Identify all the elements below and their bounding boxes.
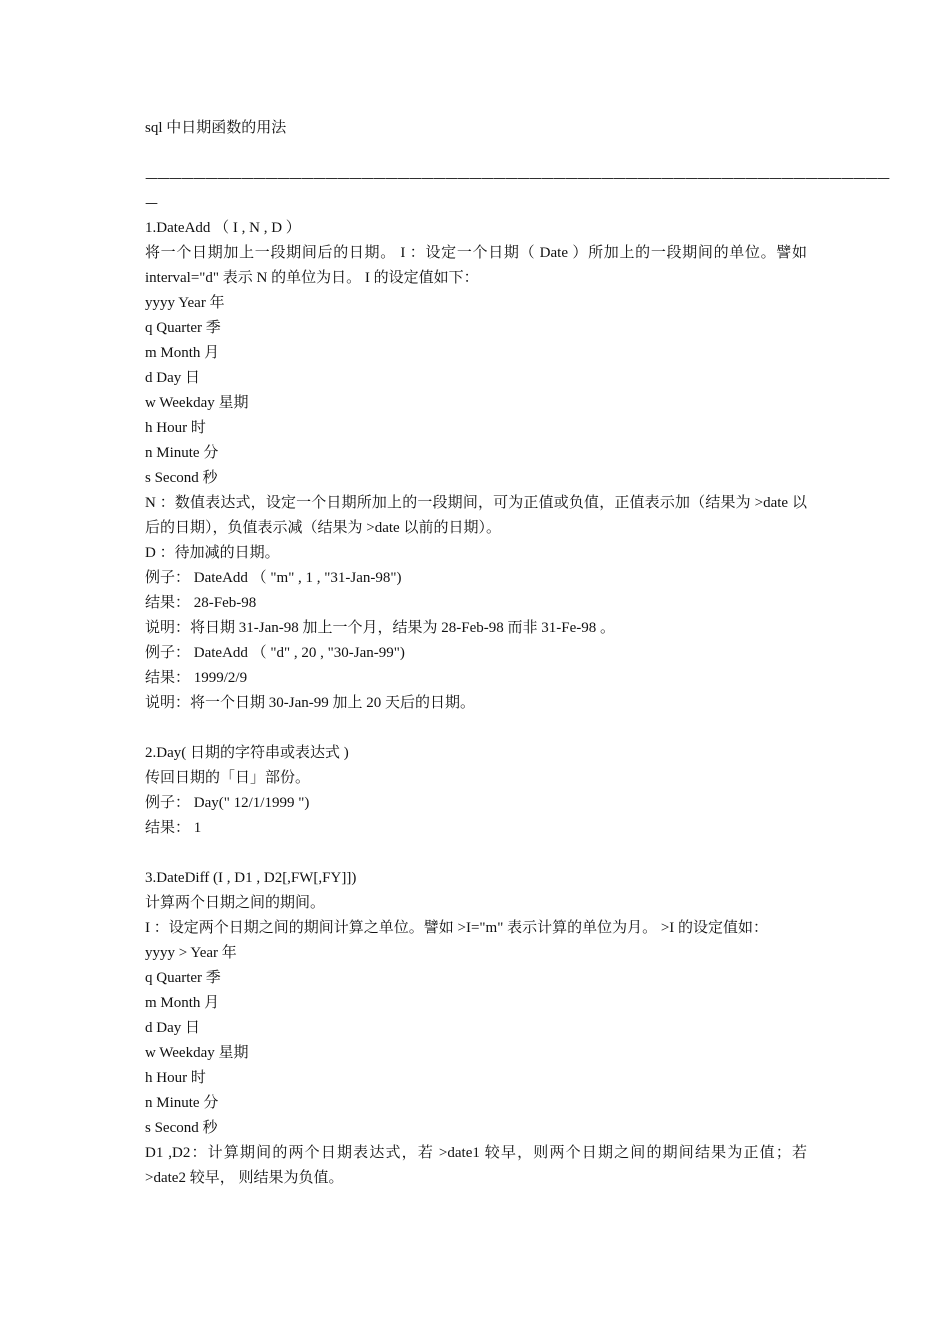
list-item: yyyy > Year 年	[145, 945, 237, 961]
dateadd-example-1: 例子： DateAdd （ "m" , 1 , "31-Jan-98")	[145, 570, 402, 586]
dateadd-unit-list	[145, 291, 807, 491]
section-heading-day: 2.Day( 日期的字符串或表达式 )	[145, 745, 349, 761]
list-item: w Weekday 星期	[145, 1045, 249, 1061]
section-heading-dateadd: 1.DateAdd （ I , N , D ）	[145, 220, 301, 236]
day-result: 结果： 1	[145, 820, 202, 836]
list-item: h Hour 时	[145, 420, 206, 436]
list-item: n Minute 分	[145, 445, 219, 461]
list-item: m Month 月	[145, 995, 220, 1011]
list-item: s Second 秒	[145, 1120, 218, 1136]
list-item: w Weekday 星期	[145, 395, 249, 411]
day-example: 例子： Day(" 12/1/1999 ")	[145, 795, 310, 811]
document-title: sql 中日期函数的用法	[145, 120, 287, 136]
document-page	[145, 116, 889, 1191]
dateadd-note-1: 说明：将日期 31-Jan-98 加上一个月，结果为 28-Feb-98 而非 31-Fe-98 。	[145, 620, 615, 636]
datediff-i-description: I ：设定两个日期之间的期间计算之单位。譬如 >I="m" 表示计算的单位为月。 >I 的设定值如：	[145, 920, 769, 936]
day-description: 传回日期的「日」部份。	[145, 770, 311, 786]
list-item: m Month 月	[145, 345, 220, 361]
horizontal-rule: ——————————————————————————————————————————————————————————————	[145, 171, 889, 186]
section-spacer	[145, 841, 807, 866]
dateadd-example-2: 例子： DateAdd （ "d" , 20 , "30-Jan-99")	[145, 645, 405, 661]
dateadd-n-description: N ：数值表达式，设定一个日期所加上的一段期间，可为正值或负值，正值表示加（结果为 >date 以后的日期），负值表示减（结果为 >date 以前的日期）。	[145, 495, 807, 536]
datediff-unit-list	[145, 941, 807, 1141]
list-item: q Quarter 季	[145, 970, 221, 986]
list-item: q Quarter 季	[145, 320, 221, 336]
dateadd-result-2: 结果： 1999/2/9	[145, 670, 248, 686]
list-item: n Minute 分	[145, 1095, 219, 1111]
datediff-description: 计算两个日期之间的期间。	[145, 895, 326, 911]
dateadd-d-description: D ：待加减的日期。	[145, 545, 280, 561]
section-heading-datediff: 3.DateDiff (I , D1 , D2[,FW[,FY]])	[145, 870, 357, 886]
horizontal-rule-tail: —	[145, 196, 158, 211]
list-item: yyyy Year 年	[145, 295, 225, 311]
section-spacer	[145, 716, 807, 741]
dateadd-description: 将一个日期加上一段期间后的日期。 I ：设定一个日期（ Date ）所加上的一段期间的单位。譬如 interval="d" 表示 N 的单位为日。 I 的设定值如下：	[145, 245, 807, 286]
list-item: s Second 秒	[145, 470, 218, 486]
list-item: h Hour 时	[145, 1070, 206, 1086]
dateadd-note-2: 说明：将一个日期 30-Jan-99 加上 20 天后的日期。	[145, 695, 475, 711]
list-item: d Day 日	[145, 1020, 200, 1036]
datediff-d1-d2-description: D1 ,D2：计算期间的两个日期表达式，若 >date1 较早，则两个日期之间的期间结果为正值；若 >date2 较早， 则结果为负值。	[145, 1145, 807, 1186]
list-item: d Day 日	[145, 370, 200, 386]
dateadd-result-1: 结果： 28-Feb-98	[145, 595, 257, 611]
